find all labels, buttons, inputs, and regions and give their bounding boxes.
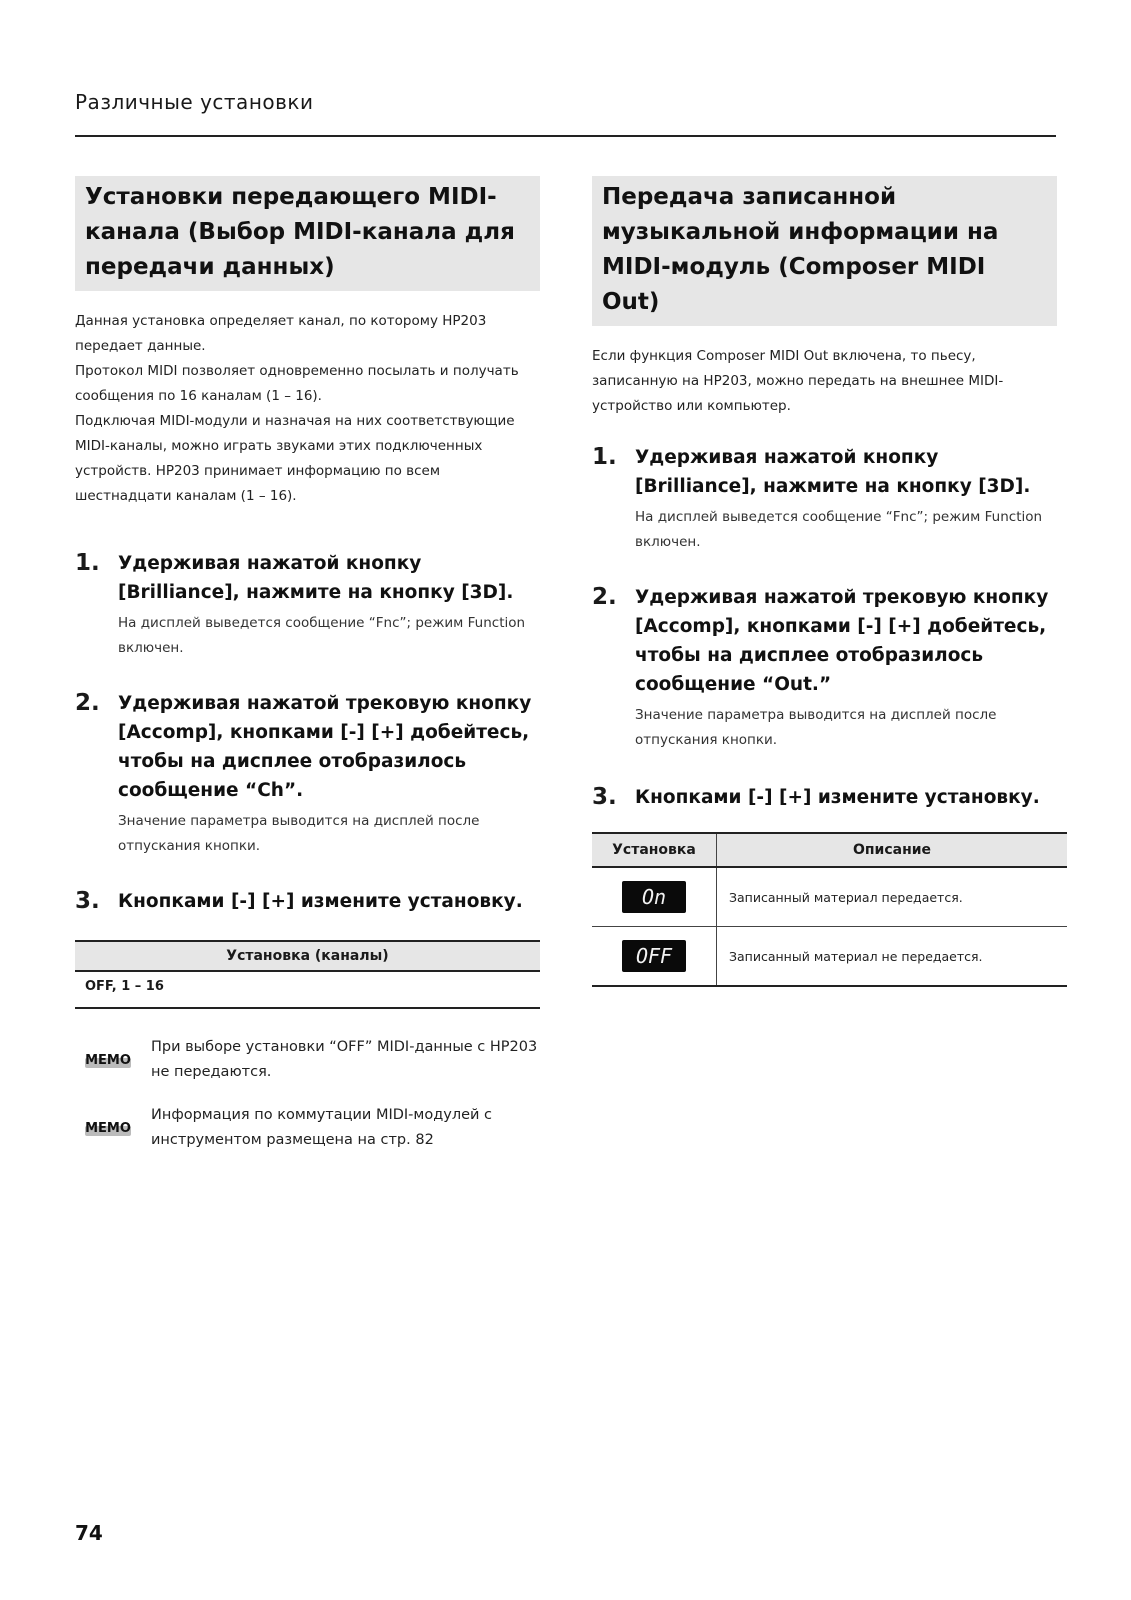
lcd-display [622, 940, 686, 972]
left-step-2 [75, 689, 540, 859]
step-title: Удерживая нажатой кнопку [Brilliance], нажмите на кнопку [3D]. [635, 447, 1031, 497]
step-number: 3. [75, 888, 100, 914]
right-step-3 [592, 783, 1057, 812]
left-section-title: Установки передающего MIDI-канала (Выбор MIDI-канала для передачи данных) [75, 176, 540, 291]
step-description: Значение параметра выводится на дисплей после отпускания кнопки. [635, 707, 997, 748]
table-cell: Записанный материал не передается. [717, 927, 1068, 987]
step-number: 1. [592, 444, 617, 470]
step-title: Удерживая нажатой трековую кнопку [Accomp], кнопками [-] [+] добейтесь, чтобы на дисплее отобразилось сообщение “Out.” [635, 587, 1049, 695]
memo-text: При выборе установки “OFF” MIDI-данные с HP203 не передаются. [151, 1039, 538, 1080]
step-description: На дисплей выведется сообщение “Fnc”; режим Function включен. [635, 509, 1043, 550]
left-intro-paragraph: Подключая MIDI-модули и назначая на них соответствующие MIDI-каналы, можно играть звуками этих подключенных устройств. HP203 принимает информацию по всем шестнадцати каналам (1 – 16). [75, 413, 515, 504]
lcd-display [622, 881, 686, 913]
memo-note [75, 1035, 540, 1085]
memo-icon [83, 1041, 133, 1071]
right-step-2 [592, 583, 1057, 753]
left-intro [75, 309, 540, 509]
step-description: Значение параметра выводится на дисплей после отпускания кнопки. [118, 813, 480, 854]
channel-settings-table [75, 940, 540, 1009]
lcd-display-text: On [641, 885, 667, 909]
step-number: 1. [75, 550, 100, 576]
table-row [592, 867, 1067, 927]
table-cell: Записанный материал передается. [717, 867, 1068, 927]
memo-text: Информация по коммутации MIDI-модулей с инструментом размещена на стр. 82 [151, 1107, 493, 1148]
step-title: Кнопками [-] [+] измените установку. [118, 891, 523, 912]
table-header: Описание [717, 833, 1068, 867]
memo-icon-label: MEMO [85, 1053, 131, 1068]
memo-icon [83, 1109, 133, 1139]
left-column [75, 176, 540, 1153]
step-description: На дисплей выведется сообщение “Fnc”; режим Function включен. [118, 615, 526, 656]
lcd-display-text: OFF [635, 944, 673, 968]
step-title: Удерживая нажатой трековую кнопку [Accomp], кнопками [-] [+] добейтесь, чтобы на дисплее отобразилось сообщение “Ch”. [118, 693, 532, 801]
right-section-title: Передача записанной музыкальной информации на MIDI-модуль (Composer MIDI Out) [592, 176, 1057, 326]
left-intro-paragraph: Протокол MIDI позволяет одновременно посылать и получать сообщения по 16 каналам (1 – 16). [75, 363, 519, 404]
left-intro-paragraph: Данная установка определяет канал, по которому HP203 передает данные. [75, 313, 487, 354]
table-header: Установка [592, 833, 717, 867]
table-cell [592, 867, 717, 927]
page-number: 74 [75, 1521, 103, 1545]
composer-midi-out-table [592, 832, 1067, 987]
table-header: Установка (каналы) [75, 941, 540, 971]
header-rule [75, 135, 1056, 137]
memo-note [75, 1103, 540, 1153]
left-step-1 [75, 549, 540, 661]
step-number: 2. [75, 690, 100, 716]
running-header: Различные установки [75, 90, 314, 114]
table-cell: OFF, 1 – 16 [75, 971, 540, 1008]
step-number: 3. [592, 784, 617, 810]
step-number: 2. [592, 584, 617, 610]
right-step-1 [592, 443, 1057, 555]
right-intro: Если функция Composer MIDI Out включена, то пьесу, записанную на HP203, можно передать на внешнее MIDI-устройство или компьютер. [592, 348, 1004, 414]
step-title: Кнопками [-] [+] измените установку. [635, 787, 1040, 808]
memo-icon-label: MEMO [85, 1121, 131, 1136]
table-row [592, 927, 1067, 987]
right-column [592, 176, 1057, 987]
table-cell [592, 927, 717, 987]
left-step-3 [75, 887, 540, 916]
step-title: Удерживая нажатой кнопку [Brilliance], нажмите на кнопку [3D]. [118, 553, 514, 603]
